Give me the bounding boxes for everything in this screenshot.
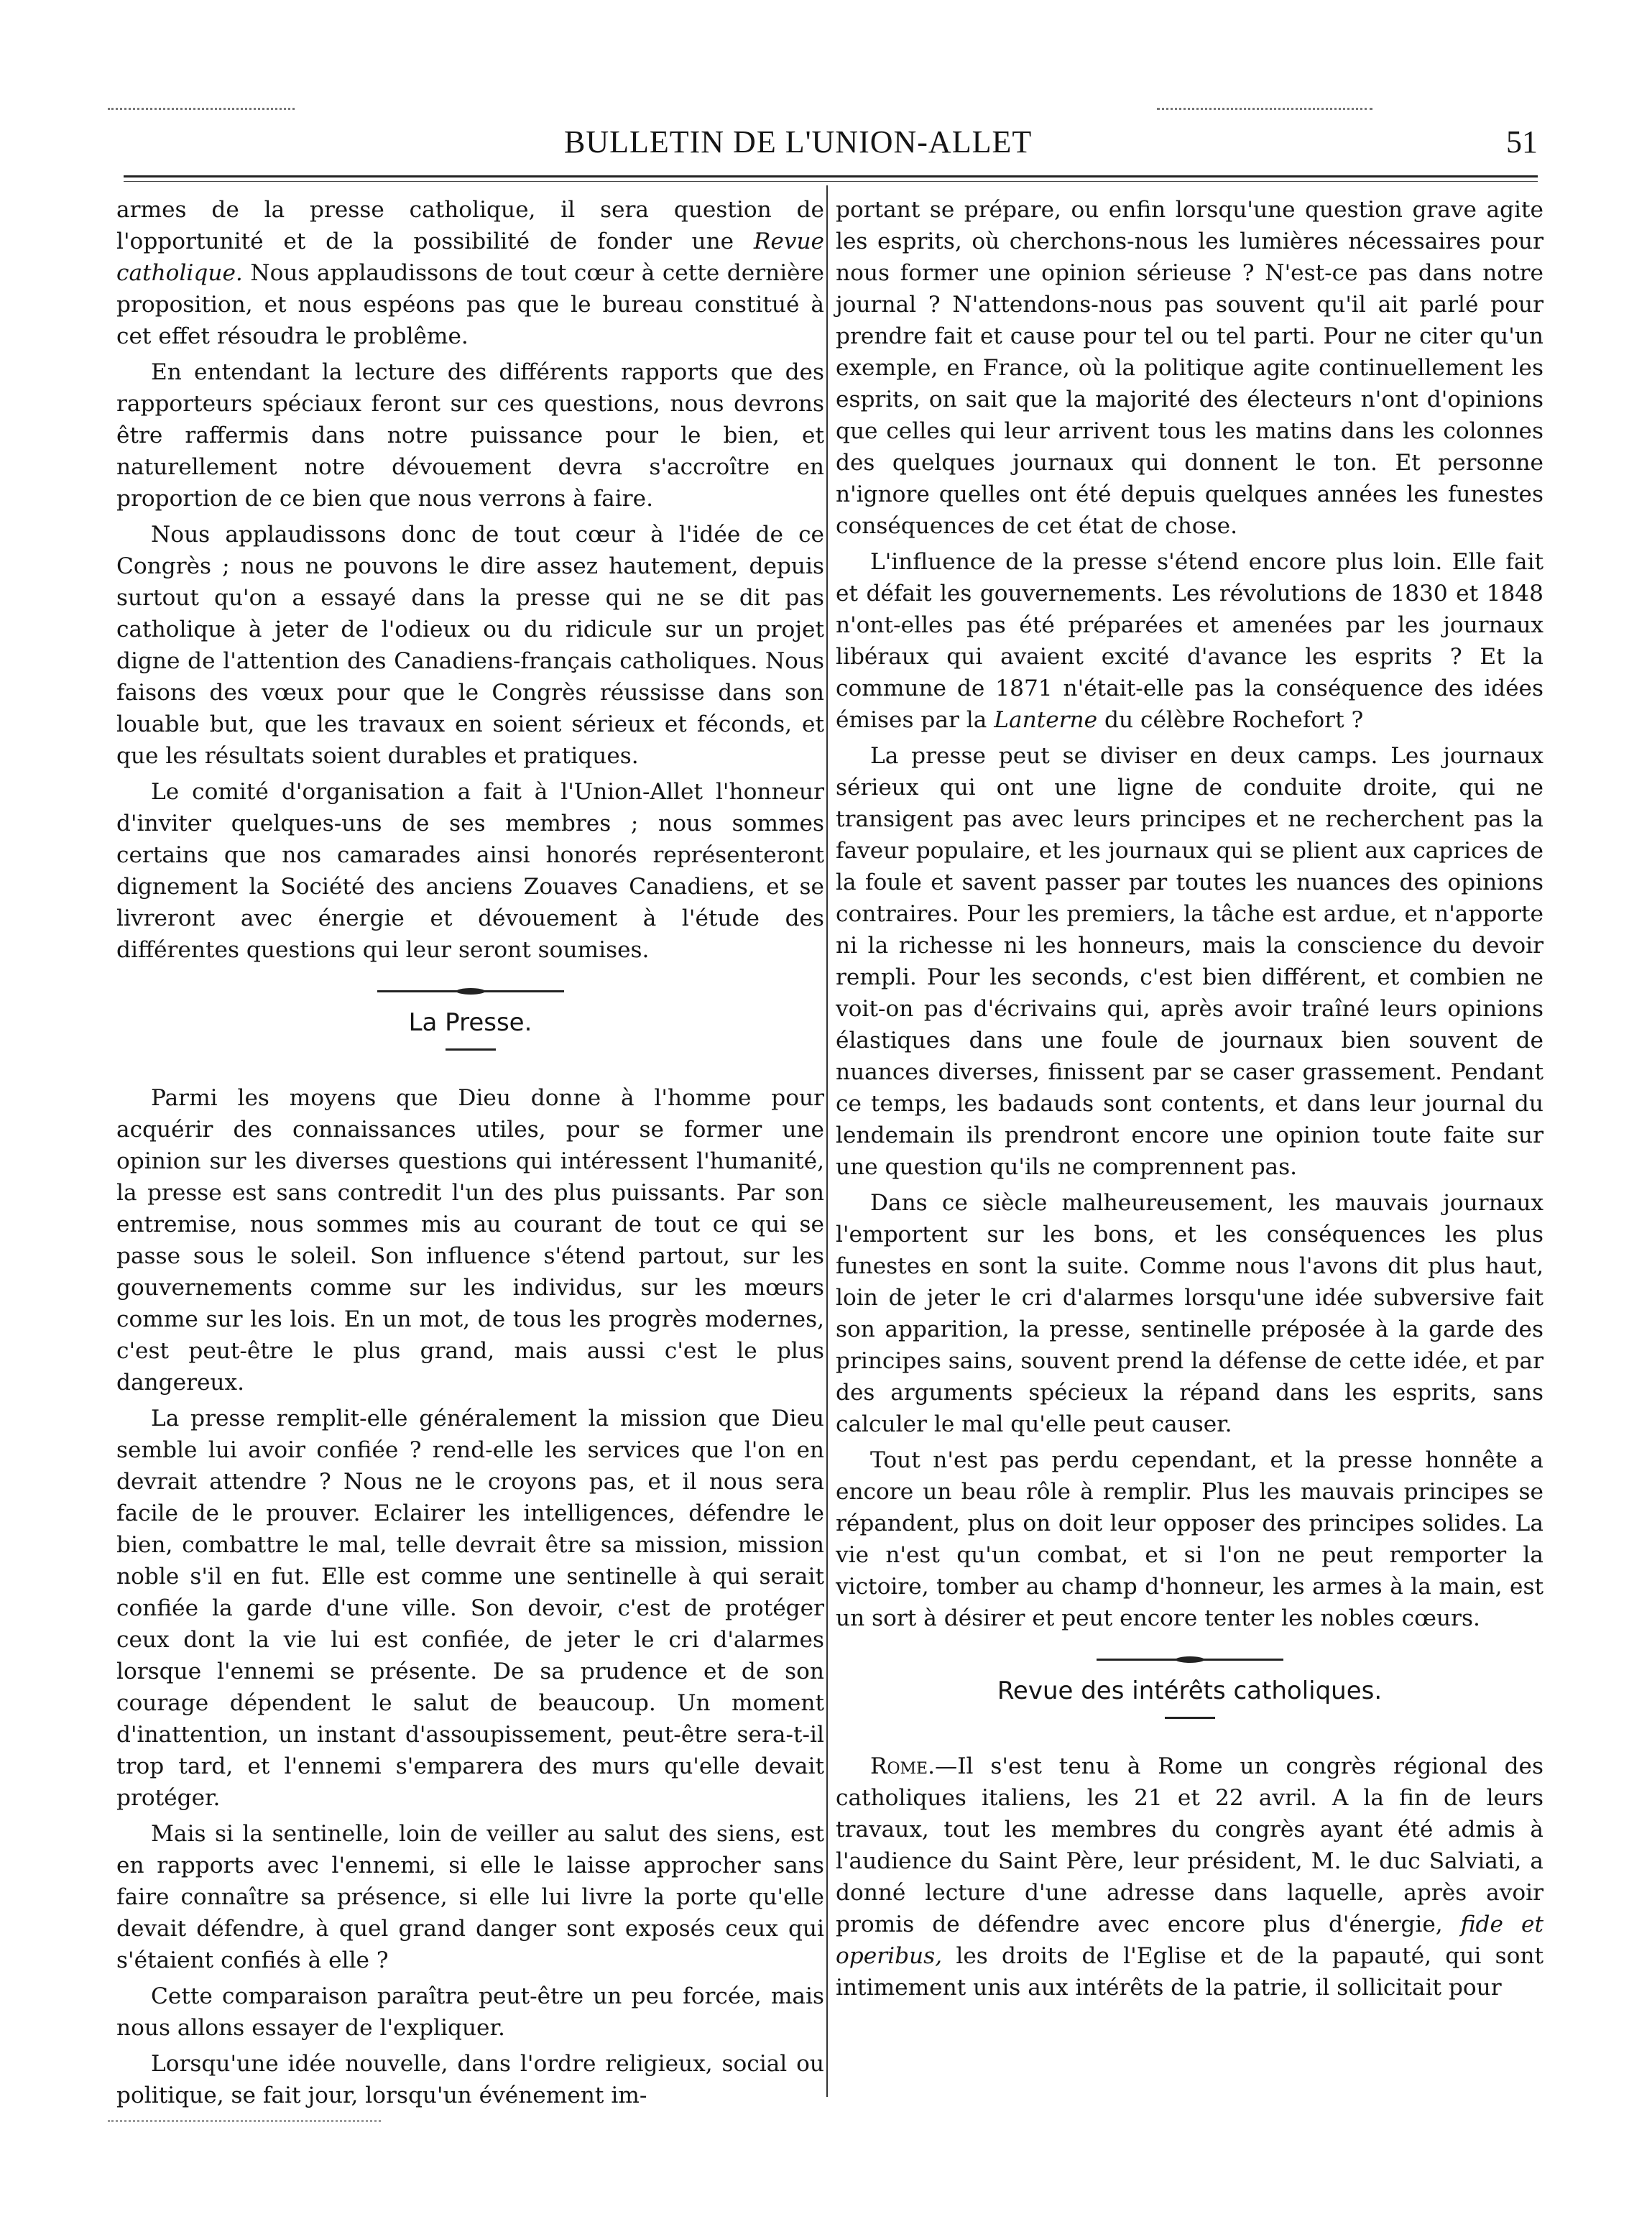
paragraph: En entendant la lecture des différents rapports que des rapporteurs spéciaux feront sur ces questions, nous devrons être raffermis dans notre puissance pour le bien, et naturellement notre dévouement devra s'accroître en proportion de ce bien que nous verrons à faire. [116, 359, 824, 512]
paragraph: Le comité d'organisation a fait à l'Union-Allet l'honneur d'inviter quelques-uns de ses membres ; nous sommes certains que nos camarades ainsi honorés représenteront dignement la Société des anciens Zouaves Canadiens, et se livreront avec énergie et dévouement à l'étude des différentes questions qui leur seront soumises. [116, 779, 824, 963]
left-column [116, 194, 824, 2111]
title-underline [446, 1048, 496, 1051]
header-rule [124, 175, 1538, 177]
header-rule-thin [124, 181, 1538, 182]
paragraph: Tout n'est pas perdu cependant, et la presse honnête a encore un beau rôle à remplir. Plus les mauvais principes se répandent, plus on doit leur opposer des principes solides. La vie n'est qu'un combat, et si l'on ne peut remporter la victoire, tomber au champ d'honneur, les armes à la main, est un sort à désirer et peut encore tenter les nobles cœurs. [836, 1447, 1543, 1631]
title-underline [1165, 1717, 1215, 1719]
running-header [115, 124, 1538, 170]
scan-speckle-right [1157, 108, 1372, 120]
paragraph: portant se prépare, ou enfin lorsqu'une question grave agite les esprits, où cherchons-nous les lumières nécessaires pour nous former une opinion sérieuse ? N'est-ce pas dans notre journal ? N'attendons-nous pas souvent qu'il ait parlé pour prendre fait et cause pour tel ou tel parti. Pour ne citer qu'un exemple, en France, où la politique agite continuellement les esprits, on sait que la majorité des électeurs n'ont d'opinions que celles qui leur arrivent tous les matins dans les colonnes des quelques journaux qui donnent le ton. Et personne n'ignore quelles ont été depuis quelques années les funestes conséquences de cet état de chose. [836, 197, 1543, 539]
paragraph: armes de la presse catholique, il sera question de l'opportunité et de la possibilité de fonder une Revue catholique. Nous applaudissons de tout cœur à cette dernière proposition, et nous espéons pas que le bureau constitué à cet effet résoudra le problême. [116, 197, 824, 349]
section-title-la-presse: La Presse. [408, 1008, 532, 1037]
paragraph: Lorsqu'une idée nouvelle, dans l'ordre religieux, social ou politique, se fait jour, lorsqu'un événement im- [116, 2051, 824, 2108]
page-number: 51 [1506, 124, 1538, 160]
section-separator [1097, 1659, 1283, 1661]
paragraph: Mais si la sentinelle, loin de veiller au salut des siens, est en rapports avec l'ennemi, si elle le laisse approcher sans faire connaître sa présence, si elle lui livre la porte qu'elle devait défendre, à quel grand danger sont exposés ceux qui s'étaient confiés à elle ? [116, 1821, 824, 1973]
right-column [836, 194, 1543, 2003]
column-divider [826, 185, 828, 2097]
paragraph: Dans ce siècle malheureusement, les mauvais journaux l'emportent sur les bons, et les conséquences les plus funestes en sont la suite. Comme nous l'avons dit plus haut, loin de jeter le cri d'alarmes lorsqu'une idée subversive fait son apparition, la presse, sentinelle préposée à la garde des principes sains, souvent prend la défense de cette idée, et par des arguments spécieux la répand dans les esprits, sans calculer le mal qu'elle peut causer. [836, 1190, 1543, 1437]
section-title-revue: Revue des intérêts catholiques. [997, 1677, 1383, 1705]
paragraph: Nous applaudissons donc de tout cœur à l'idée de ce Congrès ; nous ne pouvons le dire assez hautement, depuis surtout qu'on a essayé dans la presse qui ne se dit pas catholique à jeter de l'odieux ou du ridicule sur un projet digne de l'attention des Canadiens-français catholiques. Nous faisons des vœux pour que le Congrès réussisse dans son louable but, que les travaux en soient sérieux et féconds, et que les résultats soient durables et pratiques. [116, 522, 824, 769]
scan-speckle-left [108, 108, 295, 120]
paragraph: La presse remplit-elle généralement la mission que Dieu semble lui avoir confiée ? rend-elle les services que l'on en devrait attendre ? Nous ne le croyons pas, et il nous sera facile de le prouver. Eclairer les intelligences, défendre le bien, combattre le mal, telle devrait être sa mission, mission noble s'il en fut. Elle est comme une sentinelle à qui serait confiée la garde d'une ville. Son devoir, c'est de protéger ceux dont la vie lui est confiée, de jeter le cri d'alarmes lorsque l'ennemi se présente. De sa prudence et de son courage dépendent le salut de beaucoup. Un moment d'inattention, un instant d'assoupissement, peut-être sera-t-il trop tard, et l'ennemi s'emparera des murs qu'elle devait protéger. [116, 1406, 824, 1811]
scan-speckle-footer [108, 2120, 381, 2129]
paragraph: Rome.—Il s'est tenu à Rome un congrès régional des catholiques italiens, les 21 et 22 avril. A la fin de leurs travaux, tout les membres du congrès ayant été admis à l'audience du Saint Père, leur président, M. le duc Salviati, a donné lecture d'une adresse dans laquelle, après avoir promis de défendre avec encore plus d'énergie, fide et operibus, les droits de l'Eglise et de la papauté, qui sont intimement unis aux intérêts de la patrie, il sollicitait pour [836, 1753, 1543, 2001]
paragraph: L'influence de la presse s'étend encore plus loin. Elle fait et défait les gouvernements. Les révolutions de 1830 et 1848 n'ont-elles pas été préparées et amenées par les journaux libéraux qui avaient excité d'avance les esprits ? Et la commune de 1871 n'était-elle pas la conséquence des idées émises par la Lanterne du célèbre Rochefort ? [836, 549, 1543, 733]
paragraph: Parmi les moyens que Dieu donne à l'homme pour acquérir des connaissances utiles, pour se former une opinion sur les diverses questions qui intéressent l'humanité, la presse est sans contredit l'un des plus puissants. Par son entremise, nous sommes mis au courant de tout ce qui se passe sous le soleil. Son influence s'étend partout, sur les gouvernements comme sur les individus, sur les mœurs comme sur les lois. En un mot, de tous les progrès modernes, c'est peut-être le plus grand, mais aussi c'est le plus dangereux. [116, 1085, 824, 1396]
header-title: BULLETIN DE L'UNION-ALLET [564, 124, 1033, 160]
section-separator [377, 990, 564, 992]
paragraph: La presse peut se diviser en deux camps. Les journaux sérieux qui ont une ligne de conduite droite, qui ne transigent pas avec leurs principes et ne recherchent pas la faveur populaire, et les journaux qui se plient aux caprices de la foule et savent passer par toutes les nuances des opinions contraires. Pour les premiers, la tâche est ardue, et n'apporte ni la richesse ni les honneurs, mais la conscience du devoir rempli. Pour les seconds, c'est bien différent, et combien ne voit-on pas d'écrivains qui, après avoir traîné leurs opinions élastiques dans une foule de journaux bien souvent de nuances diverses, finissent par se caser grassement. Pendant ce temps, les badauds sont contents, et dans leur journal du lendemain ils prendront encore une opinion toute faite sur une question qu'ils ne comprennent pas. [836, 743, 1543, 1180]
paragraph: Cette comparaison paraîtra peut-être un peu forcée, mais nous allons essayer de l'expliquer. [116, 1983, 824, 2041]
